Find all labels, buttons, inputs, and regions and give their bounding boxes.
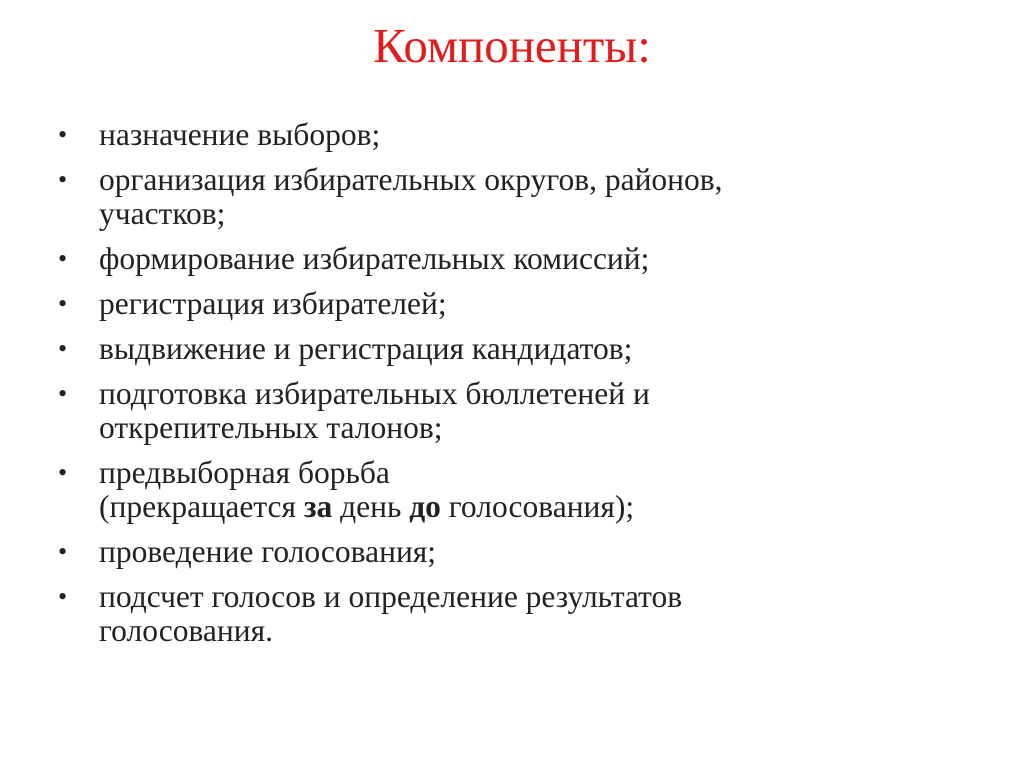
list-item <box>58 163 988 231</box>
bullet-icon: • <box>58 244 68 273</box>
list-item-text: назначение выборов; <box>99 117 381 152</box>
bullet-icon: • <box>58 582 68 611</box>
list-item <box>58 580 988 648</box>
list-item <box>58 118 988 152</box>
list-item-text: организация избирательных округов, районов, участков; <box>99 162 723 231</box>
components-list <box>58 118 988 659</box>
bullet-icon: • <box>58 334 68 363</box>
bullet-icon: • <box>58 289 68 318</box>
bullet-icon: • <box>58 379 68 408</box>
bullet-icon: • <box>58 165 68 194</box>
list-item-text: выдвижение и регистрация кандидатов; <box>99 331 633 366</box>
list-item-text: подсчет голосов и определение результатов голосования. <box>99 579 683 648</box>
list-item <box>58 287 988 321</box>
slide-title: Компоненты: <box>373 18 651 73</box>
bullet-icon: • <box>58 537 68 566</box>
list-item-text: формирование избирательных комиссий; <box>99 241 650 276</box>
bullet-icon: • <box>58 458 68 487</box>
list-item <box>58 535 988 569</box>
list-item <box>58 377 988 445</box>
list-item <box>58 456 988 524</box>
list-item <box>58 332 988 366</box>
list-item-text: проведение голосования; <box>99 534 437 569</box>
bold-word: до <box>409 489 441 524</box>
list-item-text: предвыборная борьба (прекращается за день до голосования); <box>99 455 635 524</box>
bullet-icon: • <box>58 120 68 149</box>
list-item-text: регистрация избирателей; <box>99 286 447 321</box>
bold-word: за <box>303 489 333 524</box>
list-item-text: подготовка избирательных бюллетеней и открепительных талонов; <box>99 376 650 445</box>
list-item <box>58 242 988 276</box>
